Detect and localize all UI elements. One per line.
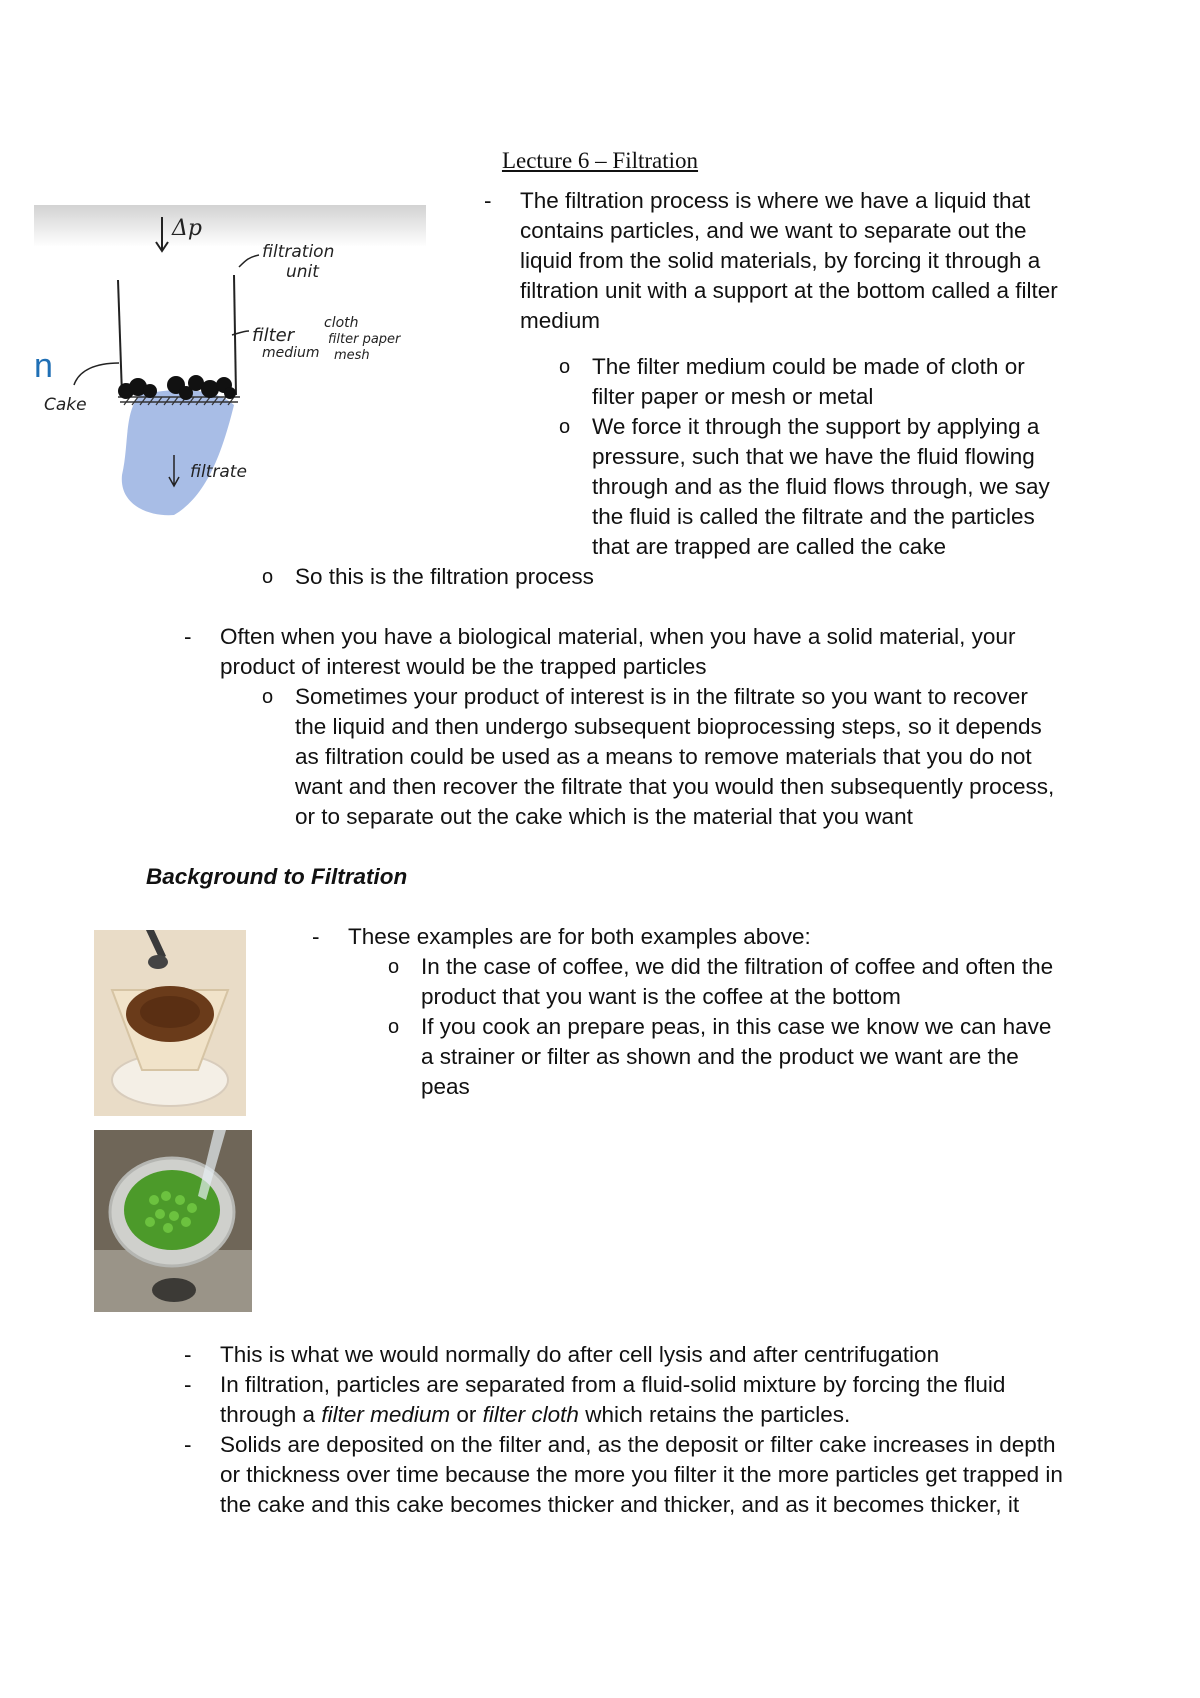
dash-marker: -	[312, 924, 320, 949]
filtration-sketch	[34, 205, 426, 545]
circle-marker: o	[559, 416, 571, 438]
bio-sub-text-1: Sometimes your product of interest is in the filtrate so you want to recover the liquid and then undergo subsequent bioprocessing steps, so it depends as filtration could be used as a means to remove materials that you do not want and then recover the filtrate that you would then subsequently process, or to separate out the cake which is the material that you want	[295, 684, 1055, 829]
intro-sub-text-1: The filter medium could be made of cloth or filter paper or mesh or metal	[592, 354, 1025, 409]
background-sub-text-2: If you cook an prepare peas, in this case we know we can have a strainer or filter as shown and the product we want are the peas	[421, 1014, 1052, 1099]
filtrate-label: filtrate	[190, 462, 247, 482]
background-sub-text-1: In the case of coffee, we did the filtration of coffee and often the product that you want is the coffee at the bottom	[421, 954, 1054, 1009]
background-sub-bullet-2	[388, 1012, 1066, 1102]
circle-marker: o	[559, 356, 571, 378]
medium-label-line2: medium	[262, 345, 320, 361]
filter-medium-term: filter medium	[321, 1402, 451, 1427]
intro-bullet-text: The filtration process is where we have a liquid that contains particles, and we want to separate out the liquid from the solid materials, by forcing it through a filtration unit with a support at the bottom called a filter medium	[520, 188, 1058, 333]
filter-cloth-term: filter cloth	[482, 1402, 579, 1427]
slide-header-band	[34, 205, 426, 247]
medium-label-line1: filter	[252, 325, 295, 346]
dash-marker: -	[184, 1372, 192, 1397]
medium-option-1: cloth	[324, 315, 359, 331]
slide-fragment: n	[34, 347, 53, 385]
intro-bullet	[484, 186, 1060, 336]
unit-label-line1: filtration	[262, 242, 335, 262]
page-title: Lecture 6 – Filtration	[501, 148, 699, 173]
bio-bullet-text: Often when you have a biological material, when you have a solid material, your product of interest would be the trapped particles	[220, 624, 1016, 679]
intro-sub-bullet-3	[262, 562, 995, 592]
pressure-label: Δp	[172, 216, 202, 241]
vessel-left-wall	[118, 280, 122, 395]
background-bullet	[312, 922, 1068, 952]
background-bullet-text: These examples are for both examples above:	[348, 924, 811, 949]
coffee-image	[94, 930, 246, 1116]
peas-image	[94, 1130, 252, 1312]
filtration-diagram	[34, 205, 426, 545]
coffee-photo	[94, 930, 246, 1116]
dash-marker: -	[184, 1432, 192, 1457]
medium-option-2: filter paper	[328, 332, 401, 347]
bottom-bullet-text-1: This is what we would normally do after cell lysis and after centrifugation	[220, 1342, 940, 1367]
section-heading: Background to Filtration	[146, 864, 408, 889]
cake-label: Cake	[44, 395, 87, 415]
circle-marker: o	[262, 566, 274, 588]
bottom-bullet-2	[184, 1370, 1065, 1430]
filtrate-blob	[122, 390, 234, 515]
circle-marker: o	[388, 1016, 400, 1038]
dash-marker: -	[484, 188, 492, 213]
circle-marker: o	[262, 686, 274, 708]
peas-photo	[94, 1130, 252, 1312]
bottom-bullet-text-2a: In filtration, particles are separated from a fluid-solid mixture by forcing the fluid through a	[220, 1372, 1006, 1427]
intro-sub-text-3: So this is the filtration process	[295, 564, 594, 589]
unit-label-line2: unit	[286, 262, 319, 282]
bottom-bullet-3	[184, 1430, 1065, 1520]
dash-marker: -	[184, 624, 192, 649]
cake-arrow	[74, 363, 119, 385]
bottom-bullet-text-3: Solids are deposited on the filter and, as the deposit or filter cake increases in depth or thickness over time because the more you filter it the more particles get trapped in the cake and this cake becomes thicker and thicker, and as it becomes thicker, it	[220, 1432, 1063, 1517]
dash-marker: -	[184, 1342, 192, 1367]
background-sub-bullet-1	[388, 952, 1066, 1012]
circle-marker: o	[388, 956, 400, 978]
intro-sub-bullet-2	[559, 412, 1062, 562]
bio-bullet	[184, 622, 1060, 682]
bottom-bullet-1	[184, 1340, 1065, 1370]
bottom-bullet-text-2b: or	[450, 1402, 483, 1427]
medium-option-3: mesh	[334, 348, 370, 363]
intro-sub-bullet-1	[559, 352, 1062, 412]
bio-sub-bullet-1	[262, 682, 1065, 832]
bottom-bullet-text-2c: which retains the particles.	[578, 1402, 851, 1427]
intro-sub-text-2: We force it through the support by applying a pressure, such that we have the fluid flowing through and as the fluid flows through, we say the fluid is called the filtrate and the particles that are trapped are called the cake	[592, 414, 1050, 559]
